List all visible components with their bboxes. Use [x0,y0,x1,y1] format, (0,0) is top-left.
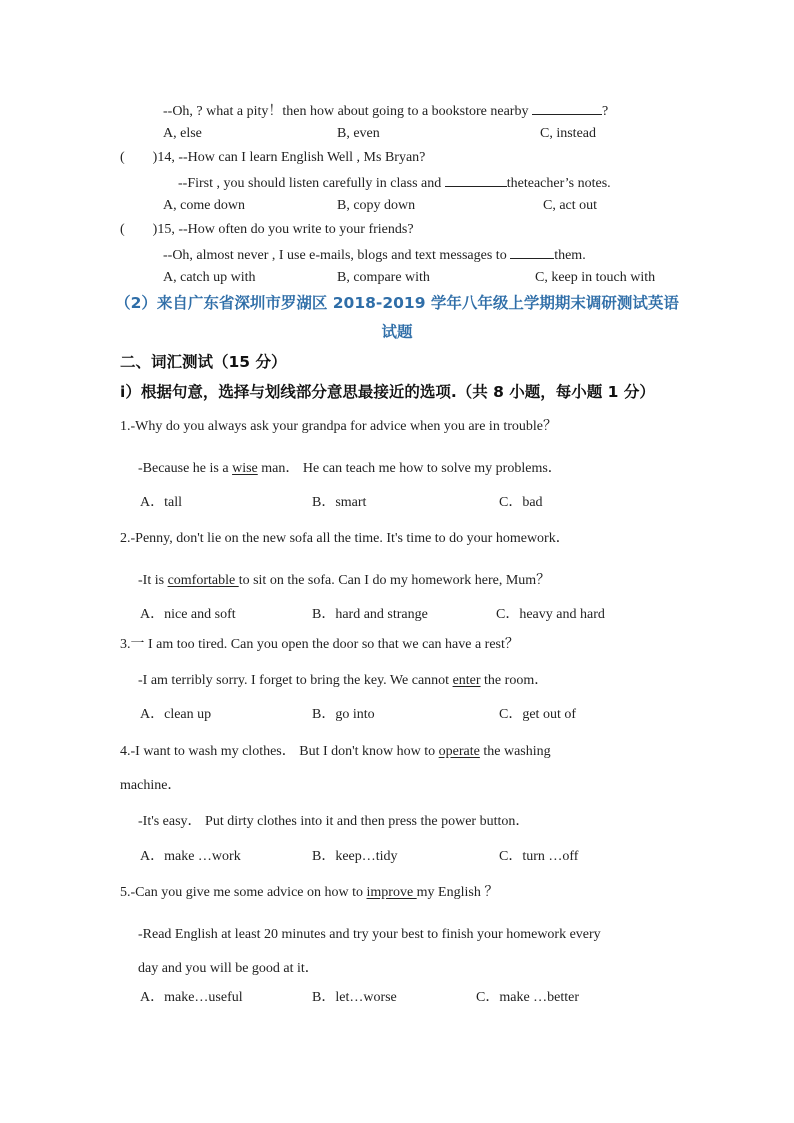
underlined-word: wise [232,461,258,476]
question-4-post: the washing [479,744,551,759]
q3-option-c: C．get out of [499,707,576,722]
q15-response [163,245,586,265]
answer-4: -It's easy． Put dirty clothes into it and then press the power button． [138,814,530,829]
underlined-word: operate [438,744,480,759]
q14-response-end: theteacher’s notes. [506,176,611,191]
question-4 [120,743,551,761]
q14-question [120,149,425,167]
q14-option-b: B, copy down [337,198,416,213]
q1-option-b: B．smart [312,495,367,510]
answer-blank [445,173,507,187]
answer-1-pre: -Because he is a [138,461,233,476]
q14-question-text: --How can I learn English Well , Ms Bryan? [178,150,426,165]
q2-option-a: A．nice and soft [140,607,236,622]
q15-option-b: B, compare with [337,270,430,285]
q4-option-c: C．turn …off [499,849,579,864]
q14-bracket: ( )14, [120,150,175,165]
q14-option-c: C, act out [543,198,598,213]
answer-3-post: the room． [480,673,549,688]
q13-response [163,101,608,121]
answer-1-post: man． He can teach me how to solve my problems． [257,461,562,476]
section-instructions: i）根据句意，选择与划线部分意思最接近的选项.（共 8 小题，每小题 1 分） [120,383,655,401]
answer-3-pre: -I am terribly sorry. I forget to bring the key. We cannot [138,673,453,688]
section-title: 二、词汇测试（15 分） [120,353,287,371]
answer-2-post: to sit on the sofa. Can I do my homework here, Mum？ [238,573,551,588]
q14-response-text: --First , you should listen carefully in class and [178,176,442,191]
underlined-word: improve [366,885,417,900]
q14-option-a: A, come down [163,198,246,213]
q15-question-text: --How often do you write to your friends? [178,222,414,237]
answer-blank [532,101,602,115]
question-5 [120,884,498,902]
q3-option-b: B．go into [312,707,375,722]
question-2: 2.-Penny, don't lie on the new sofa all the time. It's time to do your homework． [120,531,570,546]
q3-option-a: A．clean up [140,707,212,722]
q15-option-a: A, catch up with [163,270,256,285]
answer-5: -Read English at least 20 minutes and try your best to finish your homework every [138,927,601,942]
question-1: 1.-Why do you always ask your grandpa for advice when you are in trouble？ [120,419,557,434]
q15-response-text: --Oh, almost never , I use e-mails, blogs and text messages to [163,248,507,263]
q1-option-a: A．tall [140,495,182,510]
q2-option-c: C．heavy and hard [496,607,605,622]
q13-option-a: A, else [163,126,202,141]
q4-option-a: A．make …work [140,849,241,864]
q13-response-end: ? [601,104,609,119]
q2-option-b: B．hard and strange [312,607,428,622]
answer-2 [138,572,550,590]
source-heading-line2: 试题 [381,323,413,341]
q15-response-end: them. [554,248,586,263]
source-heading-line1: （2）来自广东省深圳市罗湖区 2018-2019 学年八年级上学期期末调研测试英语 [115,294,679,312]
q13-option-c: C, instead [540,126,596,141]
q5-option-a: A．make…useful [140,990,243,1005]
q15-bracket: ( )15, [120,222,175,237]
q15-question [120,221,414,239]
q5-option-c: C．make …better [476,990,580,1005]
answer-5-continued: day and you will be good at it． [138,961,319,976]
q1-option-c: C．bad [499,495,543,510]
underlined-word: enter [452,673,481,688]
answer-blank [510,245,554,259]
q14-response [178,173,611,193]
question-5-post: my English ？ [416,885,499,900]
q13-response-text: --Oh, ? what a pity！then how about going to a bookstore nearby [163,104,529,119]
question-5-pre: 5.-Can you give me some advice on how to [120,885,367,900]
answer-1 [138,460,562,478]
question-4-continued: machine． [120,778,182,793]
q4-option-b: B．keep…tidy [312,849,398,864]
question-3: 3.一 I am too tired. Can you open the door so that we can have a rest？ [120,637,519,652]
q15-option-c: C, keep in touch with [535,270,656,285]
q5-option-b: B．let…worse [312,990,397,1005]
q13-option-b: B, even [337,126,380,141]
question-4-pre: 4.-I want to wash my clothes． But I don't know how to [120,744,439,759]
underlined-word: comfortable [167,573,239,588]
answer-3 [138,672,548,690]
answer-2-pre: -It is [138,573,168,588]
